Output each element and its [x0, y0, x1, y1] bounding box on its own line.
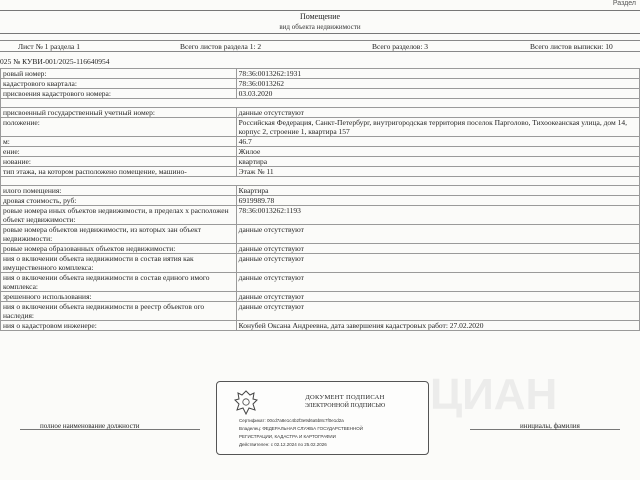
field-label: зрешенного использования:	[1, 292, 237, 302]
field-value: 78:36:0013262:1193	[236, 206, 639, 225]
table-row	[1, 321, 640, 331]
field-value: данные отсутствуют	[236, 225, 639, 244]
sheet-info-row	[0, 40, 640, 52]
table-row	[1, 157, 640, 167]
field-label: нование:	[1, 157, 237, 167]
table-row	[1, 254, 640, 273]
field-value: 78:36:0013262:1931	[236, 69, 639, 79]
stamp-owner: Владелец: ФЕДЕРАЛЬНАЯ СЛУЖБА ГОСУДАРСТВЕННОЙ	[239, 426, 363, 431]
table-row	[1, 147, 640, 157]
table-row	[1, 196, 640, 206]
field-value: квартира	[236, 157, 639, 167]
stamp-owner-cont: РЕГИСТРАЦИИ, КАДАСТРА И КАРТОГРАФИИ	[239, 434, 336, 439]
field-label: тип этажа, на котором расположено помещение, машино-	[1, 167, 237, 177]
field-value: данные отсутствуют	[236, 273, 639, 292]
field-value: Конубей Оксана Андреевна, дата завершения кадастровых работ: 27.02.2020	[236, 321, 639, 331]
extract-sheet-count: Всего листов выписки: 10	[530, 42, 613, 51]
table-row	[1, 206, 640, 225]
stamp-subtitle: ЭЛЕКТРОННОЙ ПОДПИСЬЮ	[304, 403, 386, 409]
field-value: Жилое	[236, 147, 639, 157]
field-value: 03.03.2020	[236, 89, 639, 99]
field-label: ение:	[1, 147, 237, 157]
table-row	[1, 302, 640, 321]
section-count: Всего разделов: 3	[372, 42, 429, 51]
section-sheet-count: Всего листов раздела 1: 2	[180, 42, 262, 51]
field-label: присвоения кадастрового номера:	[1, 89, 237, 99]
row-gap	[1, 99, 640, 108]
section-label: Раздел	[612, 0, 636, 7]
stamp-validity: Действителен: с 02.12.2024 по 25.02.2026	[239, 442, 327, 447]
row-gap	[1, 177, 640, 186]
field-label: ния о включении объекта недвижимости в реестр объектов ого наследия:	[1, 302, 237, 321]
field-value: данные отсутствуют	[236, 244, 639, 254]
field-label: м:	[1, 137, 237, 147]
field-value: 46.7	[236, 137, 639, 147]
field-label: ровые номера объектов недвижимости, из которых зан объект недвижимости:	[1, 225, 237, 244]
coat-of-arms-icon	[231, 388, 261, 418]
sheet-number: Лист № 1 раздела 1	[18, 42, 80, 51]
object-type-subtitle: вид объекта недвижимости	[279, 23, 361, 31]
table-row	[1, 118, 640, 137]
field-label: ния о включении объекта недвижимости в состав иятия как имущественного комплекса:	[1, 254, 237, 273]
field-value: Этаж № 11	[236, 167, 639, 177]
property-table	[0, 68, 640, 331]
field-label: ния о включении объекта недвижимости в состав единого имого комплекса:	[1, 273, 237, 292]
field-label: илого помещения:	[1, 186, 237, 196]
field-label: ровый номер:	[1, 69, 237, 79]
table-row	[1, 186, 640, 196]
field-label: дровая стоимость, руб:	[1, 196, 237, 206]
field-value: 6919989.78	[236, 196, 639, 206]
registration-number: 025 № КУВИ-001/2025-116640954	[0, 57, 110, 66]
field-label: ния о кадастровом инженере:	[1, 321, 237, 331]
position-label: полное наименование должности	[40, 422, 140, 430]
field-value: Российская Федерация, Санкт-Петербург, внутригородская территория поселок Парголово, Тихоокеанская улица, дом 14, корпус 2, строение 1, квартира 157	[236, 118, 639, 137]
table-row	[1, 273, 640, 292]
field-value: данные отсутствуют	[236, 302, 639, 321]
table-row	[1, 292, 640, 302]
row-gap-cell	[1, 177, 640, 186]
field-label: положение:	[1, 118, 237, 137]
field-value: данные отсутствуют	[236, 254, 639, 273]
table-row	[1, 137, 640, 147]
object-type-title: Помещение	[299, 12, 341, 21]
table-row	[1, 167, 640, 177]
field-label: присвоенный государственный учетный номер:	[1, 108, 237, 118]
initials-label: инициалы, фамилия	[520, 422, 580, 430]
stamp-title: ДОКУМЕНТ ПОДПИСАН	[305, 394, 385, 401]
watermark: ЦИАН	[430, 370, 558, 419]
table-row	[1, 225, 640, 244]
stamp-certificate: Сертификат: 00cd7a8e1c4b2f3e9d6a5b8c7f0e1d2a	[239, 418, 344, 423]
field-value: данные отсутствуют	[236, 108, 639, 118]
field-label: ровые номера образованных объектов недвижимости:	[1, 244, 237, 254]
table-row	[1, 108, 640, 118]
field-value: 78:36:0013262	[236, 79, 639, 89]
field-value: Квартира	[236, 186, 639, 196]
field-label: кадастрового квартала:	[1, 79, 237, 89]
table-row	[1, 69, 640, 79]
row-gap-cell	[1, 99, 640, 108]
electronic-signature-stamp	[216, 381, 429, 455]
table-row	[1, 244, 640, 254]
field-value: данные отсутствуют	[236, 292, 639, 302]
table-row	[1, 89, 640, 99]
field-label: ровые номера иных объектов недвижимости, в пределах х расположен объект недвижимости:	[1, 206, 237, 225]
table-row	[1, 79, 640, 89]
